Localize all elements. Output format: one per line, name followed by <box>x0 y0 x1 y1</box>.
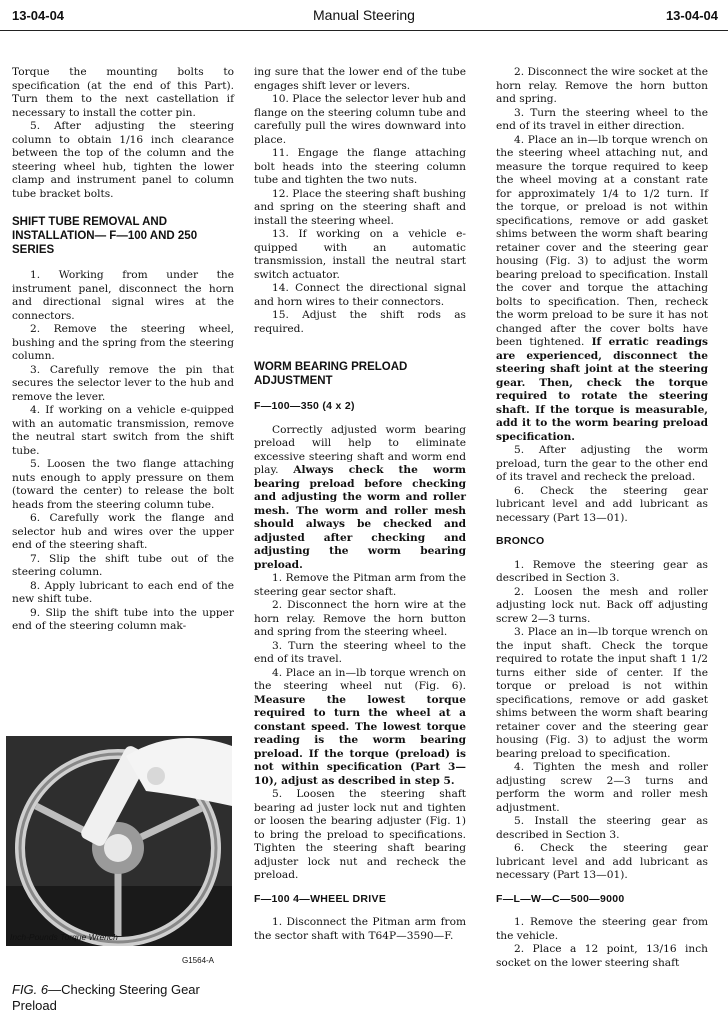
step-2: 2. Disconnect the wire socket at the horn relay. Remove the horn button and spring. <box>496 66 708 105</box>
photo-caption: Inch-Pounds Torque Wrench <box>10 932 118 942</box>
step-8: 8. Apply lubricant to each end of the new shift tube. <box>12 579 234 605</box>
step-3: 3. Carefully remove the pin that secures the selector lever to the hub and remove the lever. <box>12 363 234 403</box>
steering-wheel-illustration <box>6 736 232 946</box>
column-middle <box>254 66 466 943</box>
step-12: 12. Place the steering shaft bushing and spring on the steering shaft and install the steering wheel. <box>254 187 466 227</box>
subheading-f100-350: F—100—350 (4 x 2) <box>254 400 355 412</box>
step-7: 7. Slip the shift tube out of the steering column. <box>12 552 234 578</box>
page-title: Manual Steering <box>313 7 415 23</box>
step-3: 3. Place an in—lb torque wrench on the input shaft. Check the torque required to rotate the input shaft 1 1/2 turns either side of center. If the torque or preload is not within specifications, remove or add gasket shims between the worm shaft bearing retainer cover and the steering gear housing (Fig. 3) to adjust the worm bearing preload to specification. <box>496 626 708 760</box>
step-14: 14. Connect the directional signal and horn wires to their connectors. <box>254 282 466 308</box>
step-5: 5. After adjusting the worm preload, turn the gear to the other end of its travel and recheck the preload. <box>496 444 708 483</box>
step-1: 1. Working from under the instrument panel, disconnect the horn and directional signal wires at the connectors. <box>12 269 234 322</box>
step-5: 5. Loosen the steering shaft bearing ad juster lock nut and tighten or loosen the bearing adjuster (Fig. 1) to bring the preload to specifications. Tighten the steering shaft bearing adjuster lock nut and recheck the preload. <box>254 788 466 881</box>
subheading-4wd: F—100 4—WHEEL DRIVE <box>254 892 387 905</box>
step-15: 15. Adjust the shift rods as required. <box>254 309 466 335</box>
step-1: 1. Remove the Pitman arm from the steering gear sector shaft. <box>254 572 466 598</box>
page-number-left: 13-04-04 <box>12 8 65 23</box>
step-2: 2. Place a 12 point, 13/16 inch socket on the lower steering shaft <box>496 943 708 969</box>
step-5: 5. After adjusting the steering column to obtain 1/16 inch clearance between the top of the column and the steering wheel hub, tighten the lower clamp and instrument panel to column tube bracket bolts. <box>12 120 234 200</box>
section-heading-shift-tube: SHIFT TUBE REMOVAL AND INSTALLATION— F—100 AND 250 SERIES <box>12 216 198 256</box>
step-4: 4. Place an in—lb torque wrench on the steering wheel attaching nut, and measure the torque required to keep the wheel moving at a constant rate for approximately 1/4 to 1/2 turn. If the torque, or preload is not within specifications, remove or add gasket shims between the worm shaft bearing retainer cover and the steering gear housing (Fig. 3) to adjust the worm bearing preload to specification. Install the cover and torque the attaching bolts to specification. Then, recheck the worm preload to be sure it has not changed after the cover bolts have been tightened. If erratic readings are experienced, disconnect the steering shaft joint at the steering gear. Then, check the torque required to rotate the steering shaft. If the torque is measurable, add it to the worm bearing preload specification. <box>496 133 708 443</box>
page-number-right: 13-04-04 <box>665 8 718 23</box>
subheading-bronco: BRONCO <box>496 535 545 547</box>
step-2: 2. Loosen the mesh and roller adjusting lock nut. Back off adjusting screw 2—3 turns. <box>496 585 708 625</box>
step-2: 2. Disconnect the horn wire at the horn relay. Remove the horn button and spring from the steering wheel. <box>254 599 466 638</box>
paragraph: Torque the mounting bolts to specification (at the end of this Part). Turn them to the next castellation if necessary to install the cotter pin. <box>12 66 234 119</box>
paragraph: ing sure that the lower end of the tube engages shift lever or levers. <box>254 66 466 92</box>
steering-wheel-photo <box>6 736 232 946</box>
paragraph: Correctly adjusted worm bearing preload will help to eliminate excessive steering shaft and worm end play. Always check the worm bearing preload before checking and adjusting the worm and roller mesh. The worm and roller mesh should always be checked and adjusted after checking and adjusting the worm bearing preload. <box>254 423 466 571</box>
step-3: 3. Turn the steering wheel to the end of its travel. <box>254 639 466 665</box>
step-6: 6. Check the steering gear lubricant level and add lubricant as necessary (Part 13—01). <box>496 842 708 881</box>
step-11: 11. Engage the flange attaching bolt heads into the steering column tube and tighten the two nuts. <box>254 147 466 186</box>
figure-label: FIG. 6 <box>12 982 49 997</box>
subheading-flwc: F—L—W—C—500—9000 <box>496 892 625 905</box>
step-6: 6. Check the steering gear lubricant level and add lubricant as necessary (Part 13—01). <box>496 484 708 524</box>
column-left <box>12 66 234 634</box>
step-4: 4. If working on a vehicle e-quipped with an automatic transmission, remove the neutral start switch from the shift tube. <box>12 404 234 457</box>
step-10: 10. Place the selector lever hub and flange on the steering column tube and carefully pull the wires downward into place. <box>254 93 466 146</box>
step-5: 5. Loosen the two flange attaching nuts enough to apply pressure on them (toward the center) to release the bolt heads from the steering column tube. <box>12 458 234 511</box>
step-5: 5. Install the steering gear as described in Section 3. <box>496 815 708 841</box>
step-3: 3. Turn the steering wheel to the end of its travel in either direction. <box>496 106 708 132</box>
step-1: 1. Disconnect the Pitman arm from the sector shaft with T64P—3590—F. <box>254 916 466 942</box>
step-4: 4. Place an in—lb torque wrench on the steering wheel nut (Fig. 6). Measure the lowest torque required to turn the wheel at a constant speed. The lowest torque reading is the worm bearing preload. If the torque (preload) is not within specification (Part 3—10), adjust as described in step 5. <box>254 666 466 787</box>
step-1: 1. Remove the steering gear as described in Section 3. <box>496 558 708 584</box>
figure-caption <box>12 982 237 1014</box>
step-9: 9. Slip the shift tube into the upper end of the steering column mak- <box>12 606 234 632</box>
step-1: 1. Remove the steering gear from the vehicle. <box>496 916 708 942</box>
figure-caption-text: —Checking Steering Gear Preload <box>12 982 200 1013</box>
step-2: 2. Remove the steering wheel, bushing and the spring from the steering column. <box>12 323 234 362</box>
page-header <box>0 0 728 31</box>
step-13: 13. If working on a vehicle e-quipped with an automatic transmission, install the neutral start switch actuator. <box>254 228 466 281</box>
step-6: 6. Carefully work the flange and selector hub and wires over the upper end of the steering shaft. <box>12 512 234 551</box>
section-heading-worm-bearing: WORM BEARING PRELOAD ADJUSTMENT <box>254 361 408 387</box>
photo-id: G1564-A <box>182 956 215 965</box>
step-4: 4. Tighten the mesh and roller adjusting screw 2—3 turns and perform the worm and roller mesh adjustment. <box>496 761 708 814</box>
column-right <box>496 66 708 970</box>
